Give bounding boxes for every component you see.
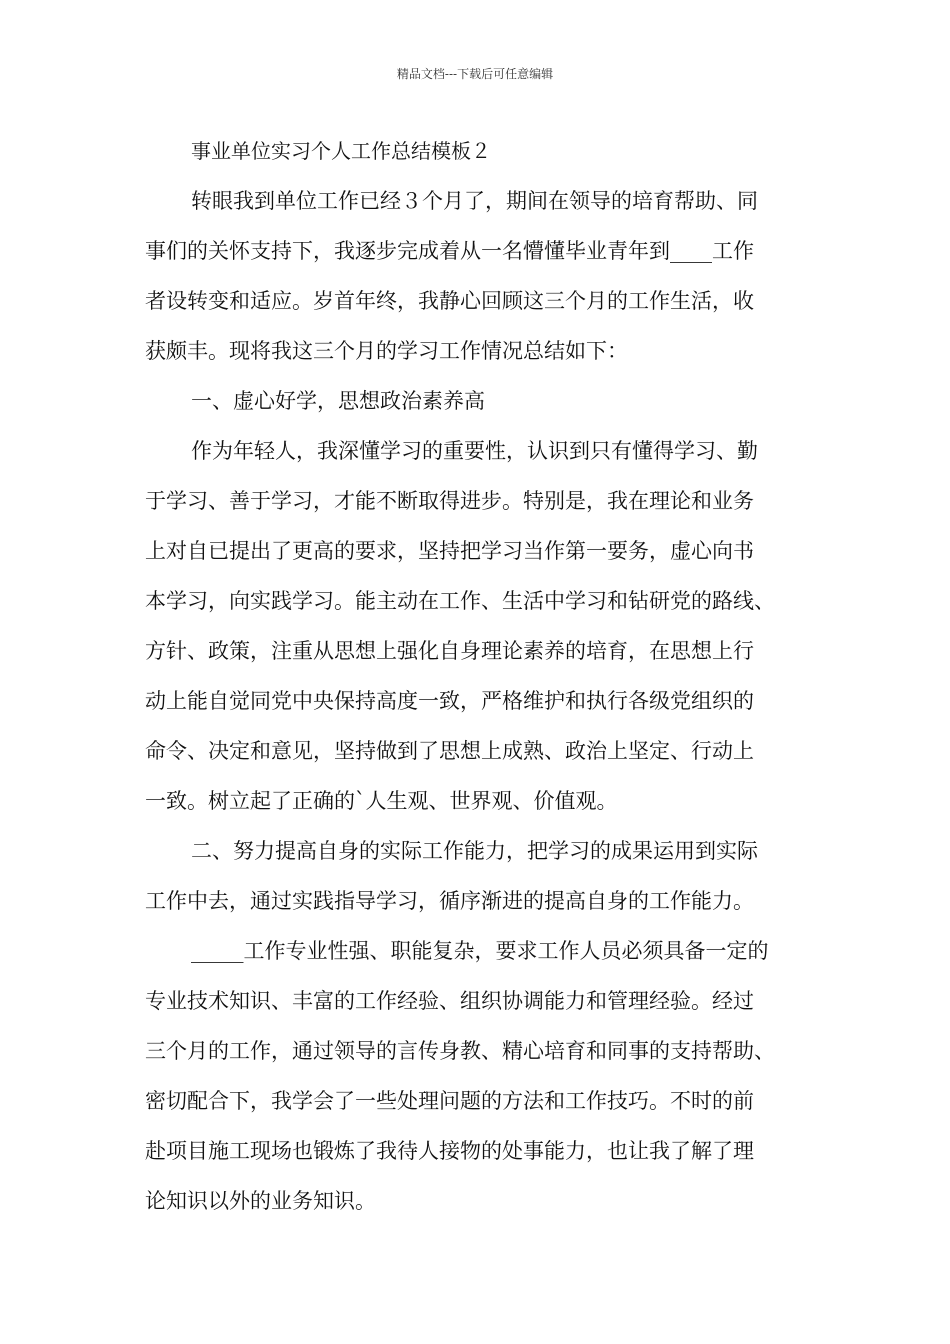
paragraph-line: 者设转变和适应。岁首年终，我静心回顾这三个月的工作生活，收 <box>145 289 754 313</box>
section-heading: 二、努力提高自身的实际工作能力，把学习的成果运用到实际 <box>191 839 758 863</box>
paragraph-line: 作为年轻人，我深懂学习的重要性，认识到只有懂得学习、勤 <box>191 439 758 463</box>
paragraph-line: 上对自已提出了更高的要求，坚持把学习当作第一要务，虚心向书 <box>145 539 754 563</box>
paragraph-line: 动上能自觉同党中央保持高度一致，严格维护和执行各级党组织的 <box>145 689 754 713</box>
section-heading: 一、虚心好学，思想政治素养高 <box>191 389 485 413</box>
paragraph-line: 密切配合下，我学会了一些处理问题的方法和工作技巧。不时的前 <box>145 1089 754 1113</box>
paragraph-line: 转眼我到单位工作已经３个月了，期间在领导的培育帮助、同 <box>191 189 758 213</box>
paragraph-line: _____工作专业性强、职能复杂，要求工作人员必须具备一定的 <box>191 939 769 963</box>
paragraph-line: 赴项目施工现场也锻炼了我待人接物的处事能力，也让我了解了理 <box>145 1139 754 1163</box>
paragraph-line: 三个月的工作，通过领导的言传身教、精心培育和同事的支持帮助、 <box>145 1039 775 1063</box>
page-header: 精品文档---下载后可任意编辑 <box>396 67 554 81</box>
paragraph-line: 方针、政策，注重从思想上强化自身理论素养的培育，在思想上行 <box>145 639 754 663</box>
document-body <box>145 126 807 1226</box>
paragraph-line: 本学习，向实践学习。能主动在工作、生活中学习和钻研党的路线、 <box>145 589 775 613</box>
paragraph-line: 专业技术知识、丰富的工作经验、组织协调能力和管理经验。经过 <box>145 989 754 1013</box>
paragraph-line: 一致。树立起了正确的`人生观、世界观、价值观。 <box>145 789 618 813</box>
paragraph-line: 事们的关怀支持下，我逐步完成着从一名懵懂毕业青年到____工作 <box>145 239 754 263</box>
paragraph-line: 获颇丰。现将我这三个月的学习工作情况总结如下： <box>145 339 628 363</box>
paragraph-line: 工作中去，通过实践指导学习，循序渐进的提高自身的工作能力。 <box>145 889 754 913</box>
paragraph-line: 命令、决定和意见，坚持做到了思想上成熟、政治上坚定、行动上 <box>145 739 754 763</box>
paragraph-line: 论知识以外的业务知识。 <box>145 1189 376 1213</box>
document-title: 事业单位实习个人工作总结模板２ <box>191 139 491 163</box>
paragraph-line: 于学习、善于学习，才能不断取得进步。特别是，我在理论和业务 <box>145 489 754 513</box>
